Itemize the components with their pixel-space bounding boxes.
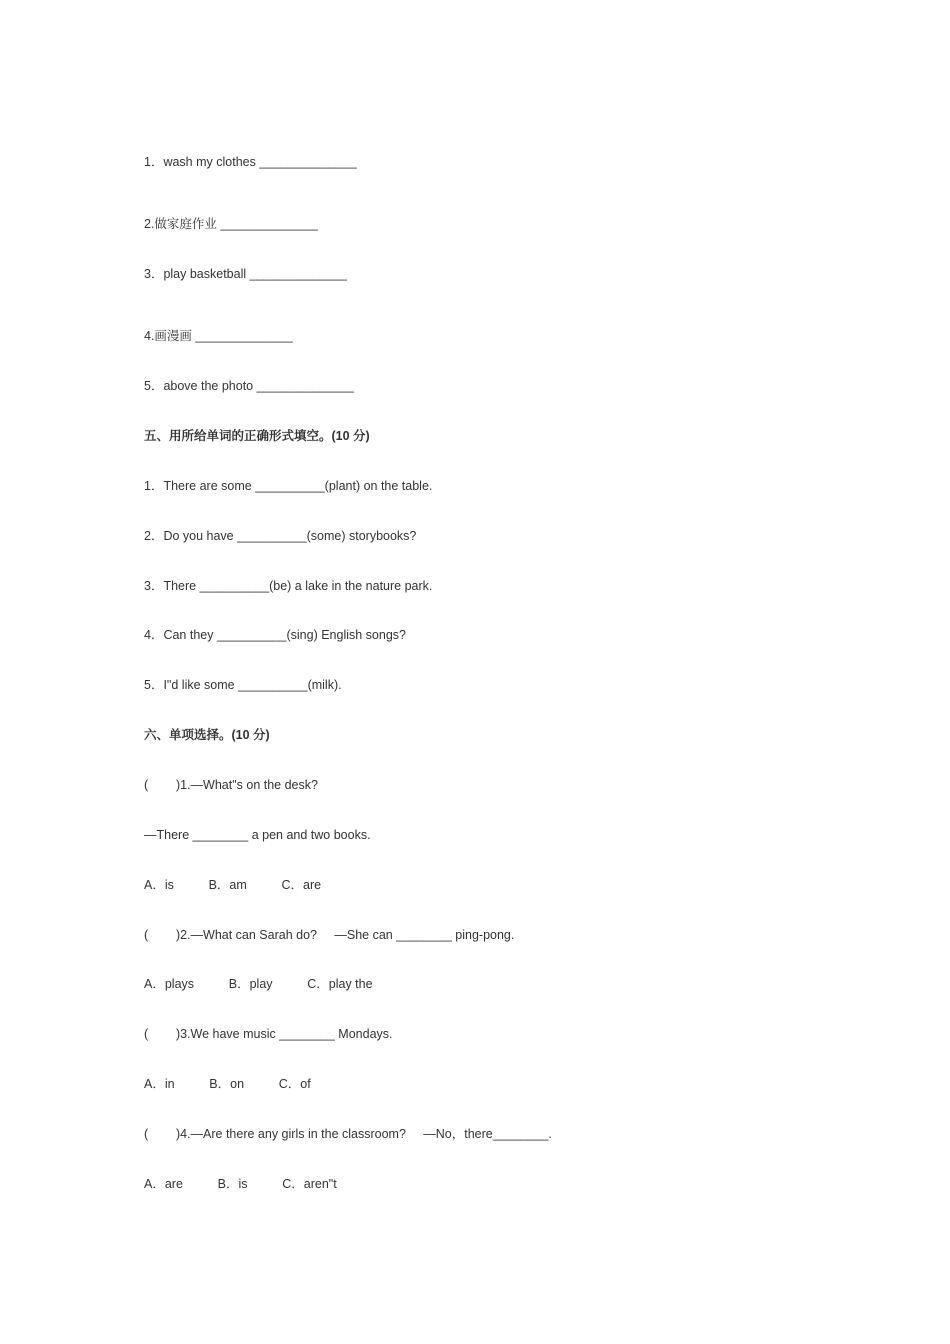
translation-item-2: 2.做家庭作业 ______________ bbox=[144, 217, 318, 231]
question-3: ( )3.We have music ________ Mondays. bbox=[144, 1027, 393, 1041]
section-5-heading: 五、用所给单词的正确形式填空。(10 分) bbox=[144, 429, 370, 443]
question-4-options: A．are B．is C．aren"t bbox=[144, 1177, 337, 1191]
question-4: ( )4.—Are there any girls in the classroom? —No，there________. bbox=[144, 1127, 552, 1141]
fill-item-2: 2．Do you have __________(some) storybooks? bbox=[144, 529, 417, 543]
translation-item-5: 5．above the photo ______________ bbox=[144, 379, 354, 393]
translation-item-4: 4.画漫画 ______________ bbox=[144, 329, 293, 343]
question-1-options: A．is B．am C．are bbox=[144, 878, 322, 892]
question-1-answer-line: —There ________ a pen and two books. bbox=[144, 828, 371, 842]
fill-item-5: 5．I"d like some __________(milk). bbox=[144, 678, 342, 692]
question-2: ( )2.—What can Sarah do? —She can ________ ping-pong. bbox=[144, 928, 515, 942]
fill-item-1: 1．There are some __________(plant) on the table. bbox=[144, 479, 433, 493]
translation-item-1: 1．wash my clothes ______________ bbox=[144, 155, 357, 169]
translation-item-3: 3．play basketball ______________ bbox=[144, 267, 347, 281]
section-6-heading: 六、单项选择。(10 分) bbox=[144, 728, 270, 742]
question-1: ( )1.—What"s on the desk? bbox=[144, 778, 318, 792]
fill-item-4: 4．Can they __________(sing) English songs? bbox=[144, 628, 406, 642]
fill-item-3: 3．There __________(be) a lake in the nature park. bbox=[144, 579, 433, 593]
question-3-options: A．in B．on C．of bbox=[144, 1077, 311, 1091]
question-2-options: A．plays B．play C．play the bbox=[144, 977, 373, 991]
